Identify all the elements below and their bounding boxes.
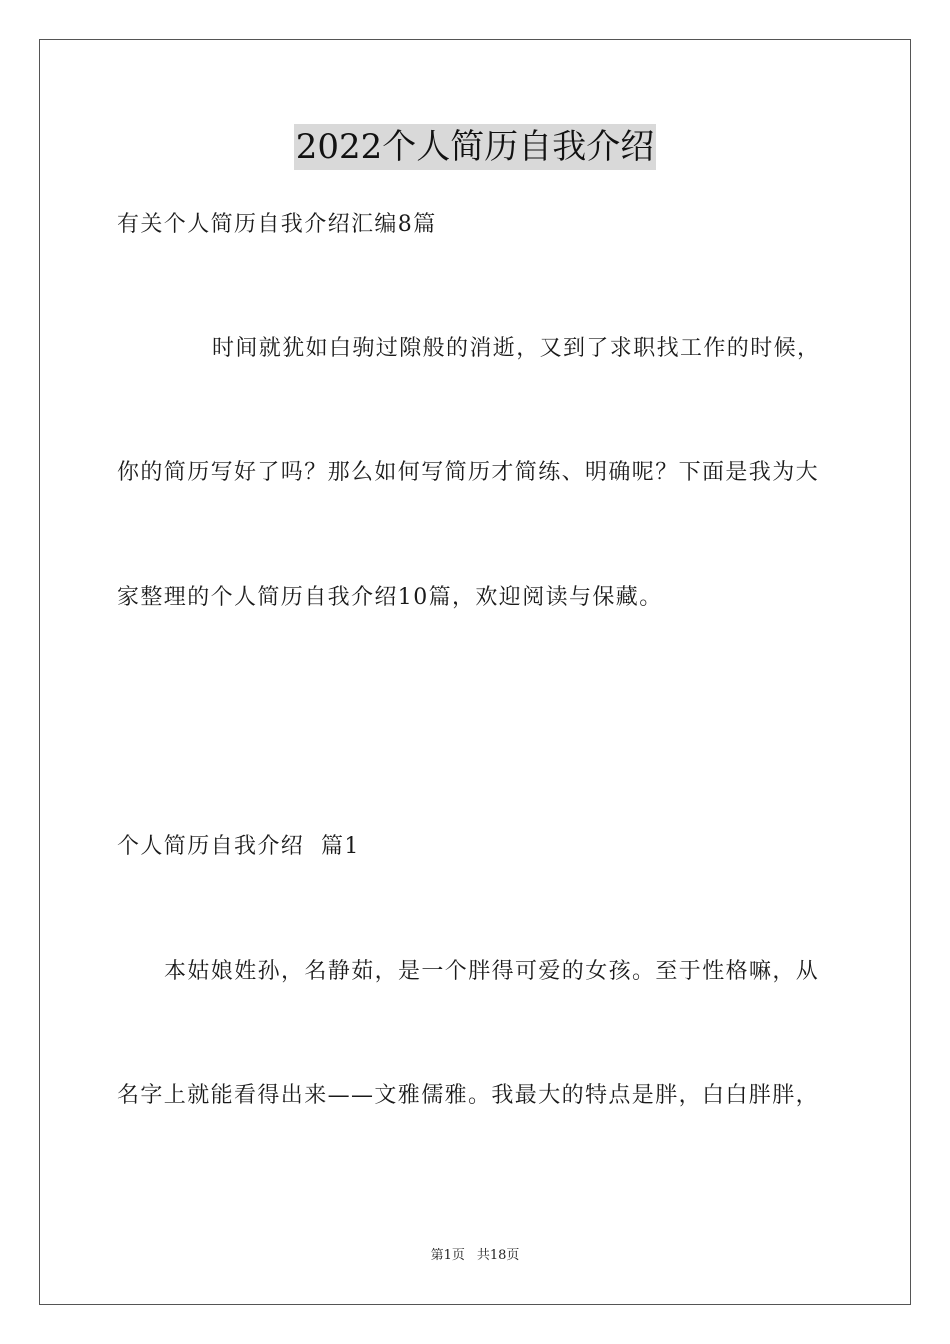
document-title: 2022个人简历自我介绍 (294, 124, 657, 170)
section-paragraph-line-2: 名字上就能看得出来——文雅儒雅。我最大的特点是胖，白白胖胖， (117, 1083, 820, 1108)
title-container (0, 124, 950, 170)
section-heading: 个人简历自我介绍 篇1 (117, 834, 360, 859)
intro-paragraph-line-1: 时间就犹如白驹过隙般的消逝，又到了求职找工作的时候， (212, 336, 821, 361)
intro-paragraph-line-2: 你的简历写好了吗？那么如何写简历才简练、明确呢？下面是我为大 (117, 460, 820, 485)
page-footer (0, 1247, 950, 1265)
total-pages: 共18页 (476, 1248, 520, 1263)
page-number: 第1页 (430, 1248, 465, 1263)
document-subtitle: 有关个人简历自我介绍汇编8篇 (117, 212, 437, 237)
section-paragraph-line-1: 本姑娘姓孙，名静茹，是一个胖得可爱的女孩。至于性格嘛，从 (164, 959, 820, 984)
intro-paragraph-line-3: 家整理的个人简历自我介绍10篇，欢迎阅读与保藏。 (117, 585, 663, 610)
